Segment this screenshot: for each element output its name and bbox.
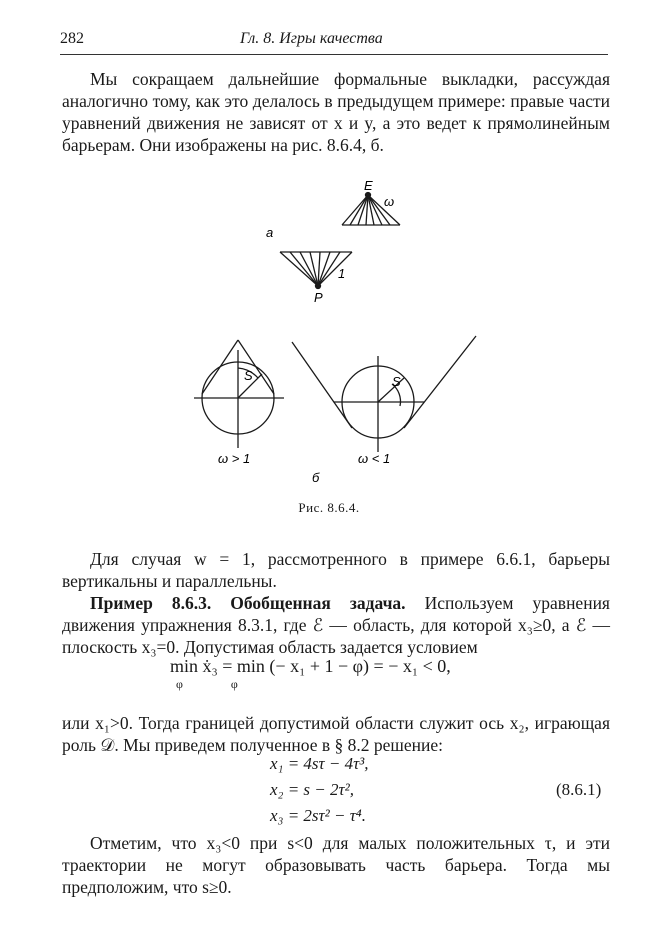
main-formula bbox=[170, 656, 451, 692]
left-diagram bbox=[194, 340, 284, 448]
label-left-S: S bbox=[244, 368, 253, 383]
equation-number: (8.6.1) bbox=[556, 780, 602, 799]
intro-text: Мы сокращаем дальнейшие формальные выкладки, рассуждая аналогично тому, как это делалось в предыдущем примере: правые части уравнений движения не зависят от x и y, а это ведет к прямолинейным барьерам. Они изображены на рис. 8.6.4, б. bbox=[62, 69, 610, 155]
paragraph-w1 bbox=[62, 548, 610, 592]
label-E: E bbox=[364, 178, 373, 193]
running-title: Гл. 8. Игры качества bbox=[240, 30, 383, 47]
paragraph-boundary bbox=[62, 712, 610, 756]
left-case-label: ω > 1 bbox=[218, 451, 251, 466]
eq1: x₁ = 4sτ − 4τ³, bbox=[270, 754, 369, 773]
eq2: x₂ = s − 2τ², bbox=[270, 780, 354, 799]
paragraph-w1-text: Для случая w = 1, рассмотренного в примере 6.6.1, барьеры вертикальны и параллельны. bbox=[62, 549, 610, 591]
right-diagram bbox=[292, 336, 476, 452]
label-1: 1 bbox=[338, 266, 346, 281]
main-formula-subscripts: φ φ bbox=[176, 677, 238, 691]
main-formula-line: min ẋ₃ = min (− x₁ + 1 − φ) = − x₁ < 0, bbox=[170, 656, 451, 676]
closing-paragraph bbox=[62, 832, 610, 898]
label-b: б bbox=[312, 470, 320, 485]
right-case-label: ω < 1 bbox=[358, 451, 391, 466]
example-text: Используем уравнения движения упражнения 8.3.1, где ℰ — область, для которой x₃≥0, а ℰ — плоскость x₃=0. Допустимая область задается условием bbox=[62, 593, 610, 657]
page-number: 282 bbox=[60, 30, 84, 47]
label-w: ω bbox=[384, 194, 395, 209]
figure-caption: Рис. 8.6.4. bbox=[298, 500, 360, 515]
example-paragraph bbox=[62, 592, 610, 658]
paragraph-boundary-text: или x₁>0. Тогда границей допустимой области служит ось x₂, играющая роль 𝒟. Мы приведем полученное в § 8.2 решение: bbox=[62, 713, 610, 755]
label-P: P bbox=[314, 290, 323, 305]
eq3: x₃ = 2sτ² − τ⁴. bbox=[270, 806, 366, 825]
label-a: a bbox=[266, 225, 274, 240]
label-right-S: S bbox=[392, 374, 401, 389]
example-title: Пример 8.6.3. Обобщенная задача. bbox=[90, 593, 406, 613]
closing-paragraph-text: Отметим, что x₃<0 при s<0 для малых положительных τ, и эти траектории не могут образовывать часть барьера. Тогда мы предположим, что s≥0. bbox=[62, 833, 610, 897]
